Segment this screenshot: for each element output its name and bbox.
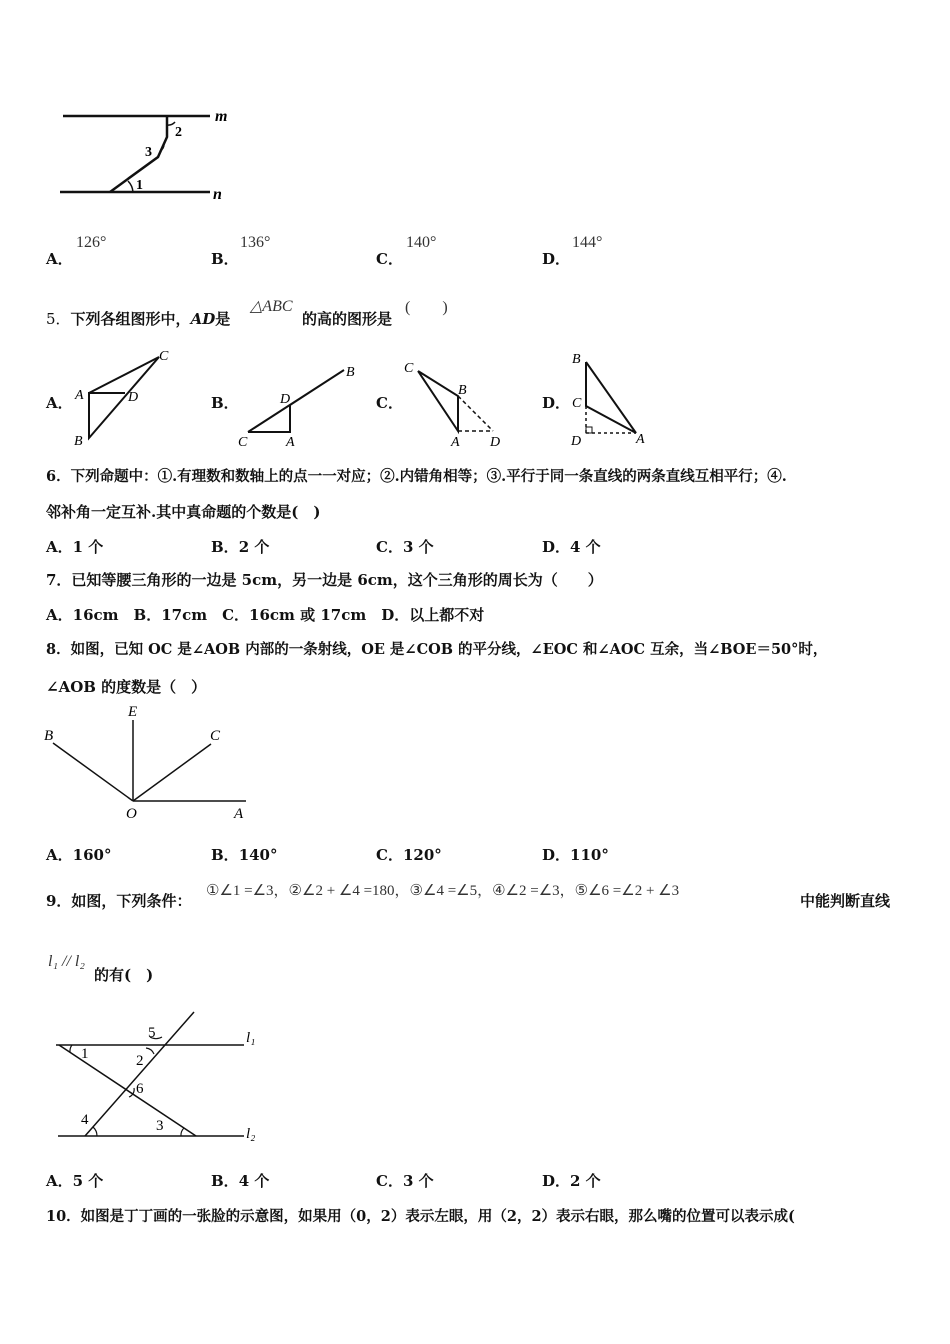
q9-option-a-value: 5 个: [72, 1172, 104, 1190]
q6-option-b[interactable]: [211, 536, 269, 557]
svg-text:C: C: [159, 349, 169, 364]
q7-line1: 7．已知等腰三角形的一边是 5cm，另一边是 6cm，这个三角形的周长为（ ）: [46, 571, 603, 589]
q9-option-d[interactable]: [542, 1170, 601, 1191]
q8-option-b[interactable]: [211, 844, 278, 865]
q4-option-d-letter: D．: [542, 250, 571, 268]
svg-text:A: A: [636, 432, 645, 447]
svg-text:A: A: [286, 435, 295, 450]
q6-option-d[interactable]: [542, 536, 601, 557]
q4-label-2: 2: [175, 125, 182, 140]
q5-figure-b: [234, 360, 364, 450]
svg-text:A: A: [75, 388, 84, 403]
svg-text:D: D: [571, 434, 582, 448]
q6-line1: 6．下列命题中：①.有理数和数轴上的点一一对应；②.内错角相等；③.平行于同一条直线的两条直线互相平行；④.: [46, 468, 787, 485]
q5-figure-d: [566, 348, 656, 448]
q5-number: 5．: [46, 310, 71, 328]
q6-option-d-value: 4 个: [570, 538, 601, 556]
q4-option-c[interactable]: [376, 248, 403, 269]
q5-triangle: △ABC: [250, 298, 293, 315]
q9-option-c-value: 3 个: [402, 1172, 434, 1190]
q9-figure: [50, 1010, 275, 1150]
svg-text:A: A: [451, 435, 460, 450]
svg-text:D: D: [128, 390, 139, 405]
svg-text:C: C: [572, 396, 582, 411]
q4-label-3: 3: [145, 145, 152, 160]
q4-option-b[interactable]: [211, 248, 239, 269]
q9-option-a-letter: A．: [46, 1172, 73, 1190]
q9-label-3: 3: [156, 1118, 164, 1134]
q4-label-m: m: [215, 108, 228, 125]
q9-label-5: 5: [148, 1025, 156, 1041]
q7-options[interactable]: A．16cm B．17cm C．16cm 或 17cm D．以上都不对: [46, 606, 485, 624]
svg-text:D: D: [490, 435, 501, 450]
q5-paren: ( ): [405, 299, 448, 316]
q6-option-b-letter: B．: [211, 538, 239, 556]
q9-label-2: 2: [136, 1053, 144, 1069]
q6-option-c-value: 3 个: [402, 538, 434, 556]
q8-label-b: B: [44, 728, 54, 744]
q9-prefix: 9．如图，下列条件：: [46, 892, 192, 910]
svg-text:B: B: [74, 434, 83, 449]
q5-text-c: 的高的图形是: [302, 310, 393, 328]
q4-option-b-value: 136°: [240, 234, 271, 251]
svg-text:B: B: [458, 383, 467, 398]
q4-option-a-letter: A．: [46, 250, 73, 268]
q9-suffix: 中能判断直线: [800, 892, 891, 910]
q9-label-4: 4: [81, 1112, 89, 1128]
q8-option-c[interactable]: [376, 844, 442, 865]
q9-option-c[interactable]: [376, 1170, 434, 1191]
q8-option-b-value: 140°: [238, 846, 278, 864]
q9-conditions: ①∠1 =∠3，②∠2 + ∠4 =180，③∠4 =∠5，④∠2 =∠3，⑤∠6 =∠2 + ∠3: [206, 883, 680, 899]
q4-figure: [55, 105, 245, 205]
q8-label-a: A: [234, 806, 244, 822]
q8-option-a-letter: A．: [46, 846, 73, 864]
q8-option-a[interactable]: [46, 844, 111, 865]
q8-option-b-letter: B．: [211, 846, 239, 864]
svg-text:B: B: [346, 365, 355, 380]
q4-option-d[interactable]: [542, 248, 570, 269]
q5-question: [46, 308, 230, 329]
q4-option-c-value: 140°: [406, 234, 437, 251]
q5-ad: AD: [190, 310, 216, 328]
q9-option-d-letter: D．: [542, 1172, 571, 1190]
svg-text:C: C: [404, 361, 414, 376]
q8-option-c-letter: C．: [376, 846, 403, 864]
q9-option-b-letter: B．: [211, 1172, 239, 1190]
q8-option-d-value: 110°: [570, 846, 609, 864]
q8-label-o: O: [126, 806, 137, 822]
q9-option-a[interactable]: [46, 1170, 103, 1191]
q8-line1: 8．如图，已知 OC 是∠AOB 内部的一条射线，OE 是∠COB 的平分线，∠EOC 和∠AOC 互余，当∠BOE＝50°时，: [46, 641, 828, 658]
q6-line2: 邻补角一定互补.其中真命题的个数是( ): [46, 503, 321, 521]
svg-text:C: C: [238, 435, 248, 450]
q6-option-a[interactable]: [46, 536, 103, 557]
q6-option-a-value: 1 个: [72, 538, 104, 556]
q8-option-a-value: 160°: [72, 846, 112, 864]
q9-label-l2: l₂: [246, 1126, 256, 1142]
q5-figure-c: [400, 356, 510, 451]
q9-option-b-value: 4 个: [238, 1172, 270, 1190]
q9-lines: l₁ // l₂: [48, 953, 85, 970]
q8-option-c-value: 120°: [402, 846, 442, 864]
q5-option-b[interactable]: B．: [211, 394, 239, 412]
q4-label-n: n: [213, 186, 222, 203]
q5-figure-a: [72, 345, 177, 450]
q6-option-b-value: 2 个: [238, 538, 270, 556]
q9-option-c-letter: C．: [376, 1172, 403, 1190]
svg-text:D: D: [280, 392, 291, 407]
svg-text:B: B: [572, 352, 581, 367]
q4-label-1: 1: [136, 178, 143, 193]
q8-label-e: E: [128, 704, 138, 720]
q8-line2: ∠AOB 的度数是（ ）: [46, 678, 207, 696]
q8-figure: [40, 700, 255, 825]
q4-option-c-letter: C．: [376, 250, 403, 268]
q6-option-c[interactable]: [376, 536, 434, 557]
q8-option-d-letter: D．: [542, 846, 571, 864]
q9-label-1: 1: [81, 1046, 89, 1062]
q5-text-b: 是: [215, 310, 231, 328]
q5-text-a: 下列各组图形中，: [70, 310, 191, 328]
q8-option-d[interactable]: [542, 844, 609, 865]
q9-tail: 的有( ): [94, 966, 154, 984]
q6-option-a-letter: A．: [46, 538, 73, 556]
q4-option-b-letter: B．: [211, 250, 239, 268]
q6-option-c-letter: C．: [376, 538, 403, 556]
q9-option-d-value: 2 个: [570, 1172, 601, 1190]
q5-option-d[interactable]: D．: [542, 394, 571, 412]
q9-label-6: 6: [136, 1081, 144, 1097]
q9-label-l1: l₁: [246, 1030, 256, 1046]
q8-label-c: C: [210, 728, 221, 744]
q10-line1: 10．如图是丁丁画的一张脸的示意图，如果用（0，2）表示左眼，用（2，2）表示右眼，那么嘴的位置可以表示成(: [46, 1208, 795, 1225]
q4-option-d-value: 144°: [572, 234, 603, 251]
q4-option-a[interactable]: [46, 248, 73, 269]
q4-option-a-value: 126°: [76, 234, 107, 251]
q5-option-a[interactable]: A．: [46, 394, 73, 412]
q6-option-d-letter: D．: [542, 538, 571, 556]
q5-option-c[interactable]: C．: [376, 394, 403, 412]
q9-option-b[interactable]: [211, 1170, 269, 1191]
